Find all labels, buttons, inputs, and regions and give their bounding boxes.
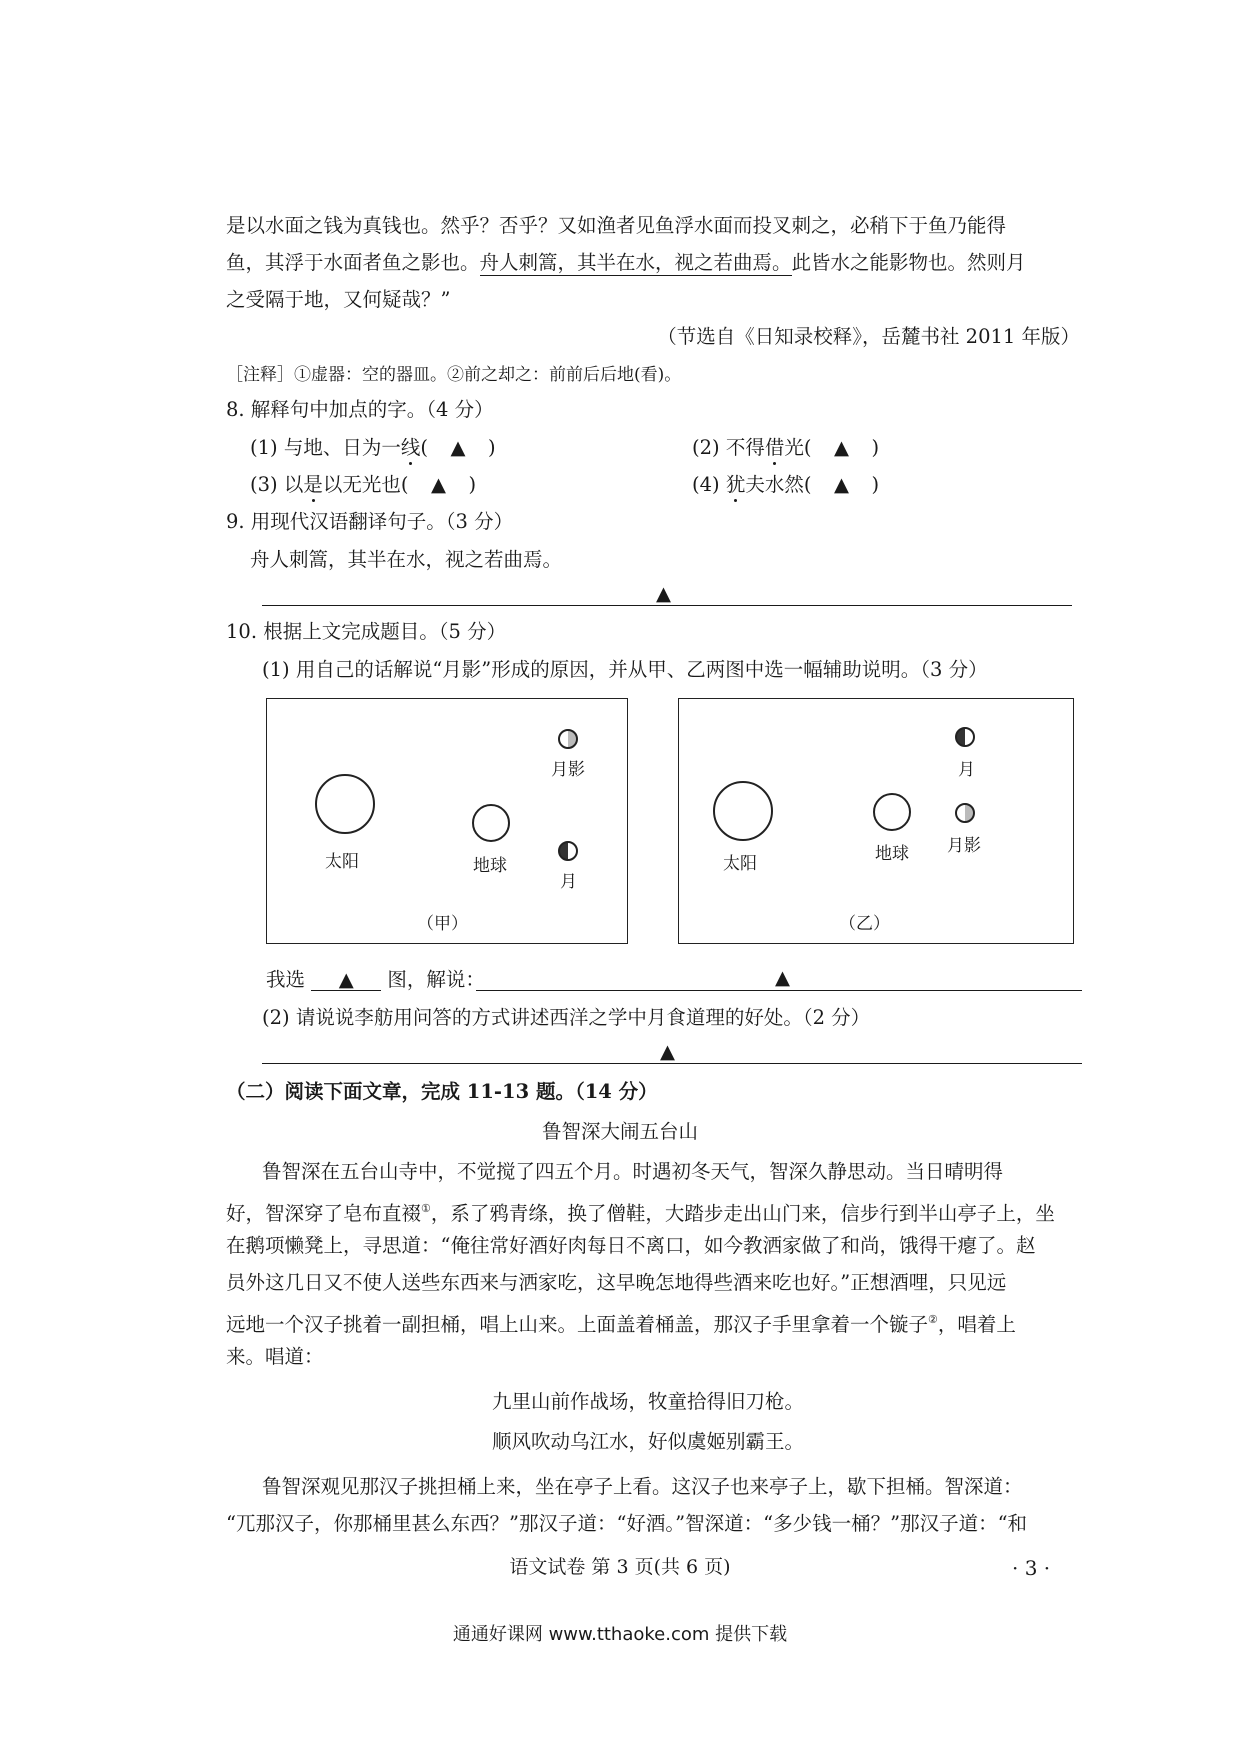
passage-line-1: 是以水面之钱为真钱也。然乎？否乎？又如渔者见鱼浮水面而投叉刺之，必稍下于鱼乃能得 (226, 214, 1007, 237)
passage-source: （节选自《日知录校释》，岳麓书社 2011 年版） (657, 325, 1080, 348)
q8-item-2: (2) 不得借光( ▲ ) (692, 436, 880, 459)
q10-sub2: (2) 请说说李舫用问答的方式讲述西洋之学中月食道理的好处。（2 分） (262, 1006, 871, 1029)
moon-shadow-circle (558, 729, 578, 749)
download-credit: 通通好课网 www.tthaoke.com 提供下载 (452, 1624, 788, 1645)
q10-sub1: (1) 用自己的话解说“月影”形成的原因，并从甲、乙两图中选一幅辅助说明。（3 分） (262, 658, 988, 681)
moon-label: 月 (560, 872, 577, 892)
q9-answer-line[interactable] (262, 605, 1072, 606)
p1-line-3: 在鹅项懒凳上，寻思道：“俺往常好酒好肉每日不离口，如今教洒家做了和尚，饿得干瘪了。赵 (226, 1234, 1036, 1257)
q10-explain-mark: ▲ (775, 966, 790, 989)
poem-line-1: 九里山前作战场，牧童拾得旧刀枪。 (492, 1390, 805, 1413)
p1-line-5: 远地一个汉子挑着一副担桶，唱上山来。上面盖着桶盖，那汉子手里拿着一个镟子②，唱着上 (226, 1313, 1016, 1336)
earth-label: 地球 (473, 856, 507, 876)
diagram-caption: （乙） (839, 914, 890, 934)
p2-line-2: “兀那汉子，你那桶里甚么东西？”那汉子道：“好酒。”智深道：“多少钱一桶？”那汉子道：“和 (226, 1512, 1028, 1535)
answer-slot[interactable]: ▲ (430, 473, 446, 496)
moon-shadow-label: 月影 (551, 760, 585, 780)
moon-shadow-circle (955, 803, 975, 823)
p1-line-2: 好，智深穿了皂布直裰①，系了鸦青绦，换了僧鞋，大踏步走出山门来，信步行到半山亭子上，坐 (226, 1202, 1055, 1225)
passage-line-2 (226, 251, 1026, 275)
answer-slot[interactable]: ▲ (833, 473, 849, 496)
footnote-2-marker: ② (928, 1313, 938, 1326)
earth-circle (873, 793, 911, 831)
q8-item-4: (4) 犹夫水然( ▲ ) (692, 473, 880, 496)
sun-circle (315, 774, 375, 834)
q8-item-1: (1) 与地、日为一线( ▲ ) (250, 436, 496, 459)
p1-line-6: 来。唱道： (226, 1345, 324, 1368)
diagram-yi (678, 698, 1074, 944)
q8-title: 8. 解释句中加点的字。（4 分） (226, 398, 494, 421)
section2-title: 鲁智深大闹五台山 (541, 1120, 698, 1143)
q9-title: 9. 用现代汉语翻译句子。（3 分） (226, 510, 514, 533)
moon-shadow-label: 月影 (947, 836, 981, 856)
q10-sub2-mark: ▲ (660, 1040, 675, 1063)
q10-explain-line[interactable] (476, 990, 1082, 991)
answer-slot[interactable]: ▲ (450, 436, 466, 459)
earth-label: 地球 (875, 844, 909, 864)
exam-footer: 语文试卷 第 3 页(共 6 页) (509, 1556, 731, 1578)
section2-heading: （二）阅读下面文章，完成 11-13 题。（14 分） (226, 1080, 658, 1103)
passage-line-2c: 此皆水之能影物也。然则月 (791, 251, 1026, 274)
earth-circle (472, 804, 510, 842)
p1-line-4: 员外这几日又不使人送些东西来与洒家吃，这早晚怎地得些酒来吃也好。”正想酒哩，只见远 (226, 1271, 1007, 1294)
page-number: · 3 · (1012, 1556, 1051, 1580)
diagram-caption: （甲） (417, 914, 468, 934)
poem-line-2: 顺风吹动乌江水，好似虞姬别霸王。 (492, 1430, 805, 1453)
choose-blank[interactable]: ▲ (311, 968, 381, 991)
sun-label: 太阳 (325, 852, 359, 872)
sun-circle (713, 781, 773, 841)
q10-title: 10. 根据上文完成题目。（5 分） (226, 620, 507, 643)
q10-choose: 我选 ▲ 图，解说： (266, 968, 485, 991)
underlined-sentence: 舟人刺篙，其半在水，视之若曲焉。 (479, 251, 792, 274)
answer-slot[interactable]: ▲ (833, 436, 849, 459)
sun-label: 太阳 (723, 854, 757, 874)
q9-sentence: 舟人刺篙，其半在水，视之若曲焉。 (250, 548, 563, 571)
p2-line-1: 鲁智深观见那汉子挑担桶上来，坐在亭子上看。这汉子也来亭子上，歇下担桶。智深道： (262, 1475, 1023, 1498)
passage-line-2a: 鱼，其浮于水面者鱼之影也。 (226, 251, 480, 274)
diagram-jia (266, 698, 628, 944)
footnote-1-marker: ① (421, 1202, 431, 1215)
passage-note: ［注释］①虚器：空的器皿。②前之却之：前前后后地(看)。 (226, 365, 682, 385)
moon-label: 月 (958, 760, 975, 780)
p1-line-1: 鲁智深在五台山寺中，不觉搅了四五个月。时遇初冬天气，智深久静思动。当日晴明得 (262, 1160, 1004, 1183)
q10-sub2-line[interactable] (262, 1063, 1082, 1064)
moon-circle (955, 727, 975, 747)
q9-answer-mark: ▲ (656, 582, 671, 605)
passage-line-3: 之受隔于地，又何疑哉？” (226, 288, 451, 311)
q8-item-3: (3) 以是以无光也( ▲ ) (250, 473, 477, 496)
moon-circle (558, 841, 578, 861)
